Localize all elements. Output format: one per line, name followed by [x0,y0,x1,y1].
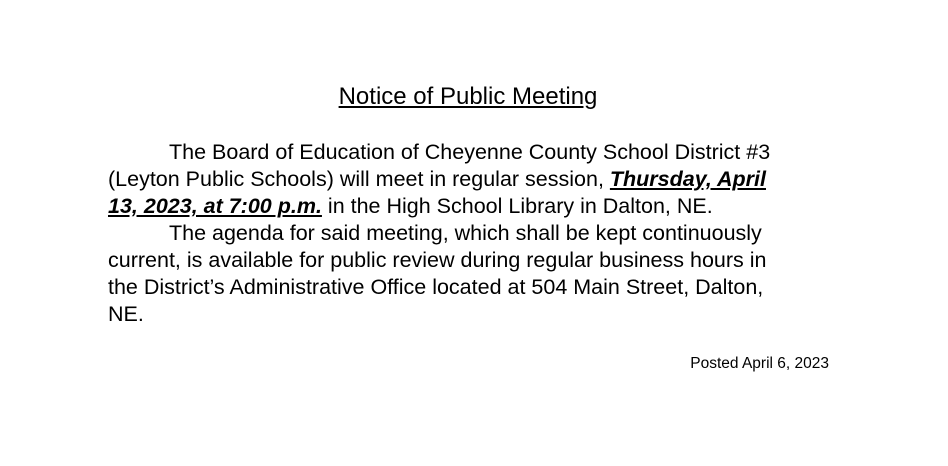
meeting-date-part-1: Thursday, April [609,167,766,191]
paragraph-2-line-3: the District’s Administrative Office located at 504 Main Street, Dalton, [108,275,764,299]
notice-title: Notice of Public Meeting [338,83,598,110]
session-text: (Leyton Public Schools) will meet in regular session, [108,167,610,191]
paragraph-1-line-1: The Board of Education of Cheyenne County School District #3 [169,140,771,164]
paragraph-2-line-2: current, is available for public review during regular business hours in [108,248,767,272]
location-text: in the High School Library in Dalton, NE. [321,194,713,218]
paragraph-1-line-3 [108,193,830,220]
paragraph-2-line-4: NE. [108,302,144,326]
paragraph-2-line-1: The agenda for said meeting, which shall be kept continuously [169,221,762,245]
notice-body [108,139,830,328]
paragraph-1-line-2 [108,166,830,193]
posted-date: Posted April 6, 2023 [690,355,829,372]
meeting-date-part-2: 13, 2023, at 7:00 p.m. [108,194,322,218]
